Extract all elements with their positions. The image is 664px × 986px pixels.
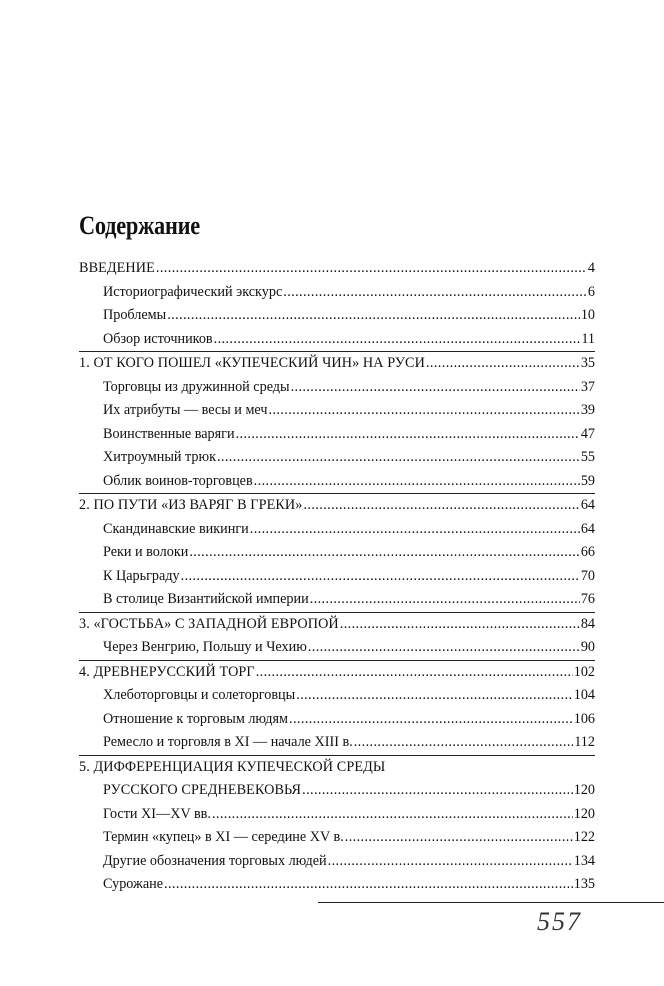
leader-dots [354,731,574,755]
leader-dots [212,803,573,827]
toc-entry-title: Через Венгрию, Польшу и Чехию [103,639,307,655]
toc-entry-title: Их атрибуты — весы и меч [103,402,268,418]
leader-dots [269,399,580,423]
leader-dots [426,352,580,376]
toc-entry-page: 39 [580,402,595,418]
toc-entry[interactable] [79,661,595,685]
toc-entry-title: Воинственные варяги [103,425,235,442]
toc-section [79,756,595,897]
toc-entry[interactable] [79,779,595,803]
toc-entry-title: 1. ОТ КОГО ПОШЕЛ «КУПЕЧЕСКИЙ ЧИН» НА РУСИ [79,355,425,371]
toc-entry-page: 112 [574,734,595,750]
leader-dots [217,446,580,470]
leader-dots [289,708,573,732]
toc-entry-page: 4 [587,260,595,276]
toc-entry-title: Проблемы [103,307,167,323]
toc-entry[interactable] [79,446,595,470]
toc-entry[interactable] [79,756,595,780]
toc-entry[interactable] [79,850,595,874]
toc-section [79,661,595,756]
toc-section [79,352,595,494]
toc-entry[interactable] [79,470,595,494]
toc-entry-page: 64 [580,520,595,537]
toc-entry-title: Обзор источников [103,330,213,347]
page-number: 557 [537,907,582,936]
toc-entry-page: 84 [580,615,595,632]
toc-entry-page: 47 [580,425,595,442]
toc-entry[interactable] [79,352,595,376]
toc-entry-page: 64 [580,497,595,513]
toc-entry[interactable] [79,494,595,518]
toc-entry[interactable] [79,257,595,281]
toc-entry-title: 2. ПО ПУТИ «ИЗ ВАРЯГ В ГРЕКИ» [79,497,303,513]
toc-section [79,494,595,613]
toc-entry-page: 10 [580,307,595,323]
toc-entry-title: 3. «ГОСТЬБА» С ЗАПАДНОЙ ЕВРОПОЙ [79,615,339,632]
toc-entry[interactable] [79,826,595,850]
toc-entry[interactable] [79,613,595,637]
toc-entry-page: 55 [580,449,595,465]
toc-entry-title: Термин «купец» в XI — середине XV в. [103,829,344,845]
toc-entry-title: 5. ДИФФЕРЕНЦИАЦИЯ КУПЕЧЕСКОЙ СРЕДЫ [79,758,386,775]
leader-dots [250,518,580,542]
leader-dots [164,873,573,897]
leader-dots [214,328,581,352]
toc-entry-title: Отношение к торговым людям [103,710,289,727]
leader-dots [302,779,573,803]
toc-entry-title: Хлеботорговцы и солеторговцы [103,687,296,703]
leader-dots [296,684,573,708]
toc-entry-title: Скандинавские викинги [103,520,249,537]
leader-dots [310,588,580,612]
toc-entry-title: Облик воинов-торговцев [103,472,253,489]
toc-entry-page: 134 [573,852,595,869]
toc-entry-title: Хитроумный трюк [103,449,216,465]
toc-entry[interactable] [79,376,595,400]
toc-entry-title: Историографический экскурс [103,283,283,300]
footer-divider [318,902,664,903]
leader-dots [256,661,573,685]
toc-entry-title: Реки и волоки [103,544,189,560]
toc-entry[interactable] [79,399,595,423]
toc-entry[interactable] [79,328,595,352]
toc-entry[interactable] [79,423,595,447]
toc-entry-page: 6 [587,283,595,300]
leader-dots [167,304,580,328]
toc-entry-page: 37 [580,378,595,395]
toc-entry[interactable] [79,803,595,827]
leader-dots [340,613,580,637]
leader-dots [328,850,573,874]
leader-dots [345,826,573,850]
toc-entry[interactable] [79,281,595,305]
toc-entry-title: Сурожане [103,876,164,892]
toc-entry-title: РУССКОГО СРЕДНЕВЕКОВЬЯ [103,782,302,798]
page-title: Содержание [79,211,200,240]
leader-dots [156,257,587,281]
toc-entry-page: 104 [573,687,595,703]
toc-section [79,613,595,661]
leader-dots [181,565,580,589]
toc-section [79,257,595,352]
toc-entry-title: В столице Византийской империи [103,591,309,607]
toc-entry[interactable] [79,565,595,589]
toc-entry-title: ВВЕДЕНИЕ [79,260,155,276]
leader-dots [283,281,587,305]
toc-entry-page: 120 [573,782,595,798]
toc-entry-page: 135 [573,876,595,892]
toc-entry-title: Гости XI—XV вв. [103,805,211,822]
toc-entry[interactable] [79,873,595,897]
toc-entry-title: Другие обозначения торговых людей [103,852,327,869]
toc-entry-title: Ремесло и торговля в XI — начале XIII в. [103,734,353,750]
toc-entry[interactable] [79,304,595,328]
leader-dots [308,636,580,660]
leader-dots [254,470,580,494]
leader-dots [236,423,580,447]
toc-entry[interactable] [79,541,595,565]
toc-entry-page: 106 [573,710,595,727]
toc-entry[interactable] [79,731,595,755]
toc-entry-page: 35 [580,355,595,371]
toc-entry[interactable] [79,708,595,732]
toc-entry-title: К Царьграду [103,567,180,584]
toc-entry-title: 4. ДРЕВНЕРУССКИЙ ТОРГ [79,663,255,680]
toc-entry-page: 102 [573,663,595,680]
toc-entry-title: Торговцы из дружинной среды [103,378,290,395]
toc-entry-page: 66 [580,544,595,560]
leader-dots [303,494,579,518]
table-of-contents [79,257,595,897]
toc-entry-page: 90 [580,639,595,655]
toc-entry[interactable] [79,636,595,660]
toc-entry[interactable] [79,588,595,612]
toc-entry-page: 120 [573,805,595,822]
toc-entry-page: 76 [580,591,595,607]
toc-entry[interactable] [79,518,595,542]
toc-entry-page: 59 [580,472,595,489]
toc-entry[interactable] [79,684,595,708]
toc-entry-page: 122 [573,829,595,845]
toc-entry-page: 11 [581,330,595,347]
leader-dots [291,376,580,400]
leader-dots [189,541,579,565]
toc-entry-page: 70 [580,567,595,584]
